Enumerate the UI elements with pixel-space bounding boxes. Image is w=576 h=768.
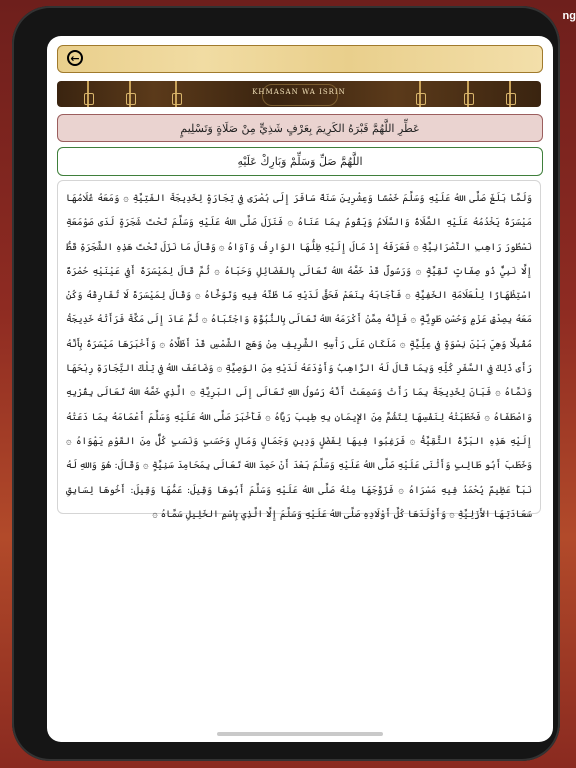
header-verse: عَطِّرِ اللَّهُمَّ قَبْرَهُ الكَرِيمَ بِعَرْفٍ شَذِيٍّ مِنْ صَلَاةٍ وَتَسْلِيمٍ — [57, 114, 543, 142]
chapter-title: KHMASAN WA ISRIN — [252, 88, 346, 96]
top-toolbar — [57, 45, 543, 73]
app-screen — [47, 36, 553, 742]
chapter-banner — [57, 81, 541, 107]
salawat-line: اللَّهُمَّ صَلِّ وَسَلِّمْ وَبَارِكْ عَلَيْهِ — [57, 147, 543, 176]
back-arrow-icon[interactable]: ← — [67, 50, 83, 66]
chapter-body-text: وَلَمَّا بَلَغَ صَلَّى اللهُ عَلَيْهِ وَسَلَّمَ خَمْسًا وَعِشْرِينَ سَنَةً سَافَرَ إِلَى بُصْرَى فِي تِجَارَةٍ لِخَدِيجَةَ الفَتِيَّةِ ۞ وَمَعَهُ غُلَامُهَا مَيْسَرَةُ يَخْدُمُهُ عَلَيْهِ الصَّلَاةُ وَالسَّلَامُ وَيَقُومُ بِمَا عَنَاهُ ۞ فَنَزَلَ صَلَّى اللهُ عَلَيْهِ وَسَلَّمَ تَحْتَ شَجَرَةٍ لَدَى صَوْمَعَةِ نَسْطُورَ رَاهِبِ النَّصْرَانِيَّةِ ۞ فَعَرَفَهُ إِذْ مَالَ إِلَيْهِ ظِلُّهَا الوَارِفُ وَآوَاهُ ۞ وَقَالَ مَا نَزَلَ تَحْتَ هَذِهِ الشَّجَرَةِ قَطُّ إِلَّا نَبِيٌّ ذُو صِفَاتٍ تَقِيَّةٍ ۞ وَرَسُولٌ قَدْ خَصَّهُ اللهُ تَعَالَى بِالفَضَائِلِ وَحَبَاهُ ۞ ثُمَّ قَالَ لِمَيْسَرَةَ أَفِي عَيْنَيْهِ حُمْرَةٌ اسْتِظْهَارًا لِلْعَلَامَةِ الخَفِيَّةِ ۞ فَأَجَابَهُ بِنَعَمْ فَحَقَّ لَدَيْهِ مَا ظَنَّهُ فِيهِ وَتَوَخَّاهُ ۞ وَقَالَ لِمَيْسَرَةَ لَا تُفَارِقْهُ وَكُنْ مَعَهُ بِصِدْقِ عَزْمٍ وَحُسْنِ طَوِيَّةٍ ۞ فَإِنَّهُ مِمَّنْ أَكْرَمَهُ اللهُ تَعَالَى بِالنُّبُوَّةِ وَاجْتَبَاهُ ۞ ثُمَّ عَادَ إِلَى مَكَّةَ فَرَأَتْهُ خَدِيجَةُ مُقْبِلًا وَهِيَ بَيْنَ نِسْوَةٍ فِي عِلِّيَّةٍ ۞ مَلَكَانِ عَلَى رَأْسِهِ الشَّرِيفِ مِنْ وَهَجِ الشَّمْسِ قَدْ أَظَلَّاهُ ۞ وَأَخْبَرَهَا مَيْسَرَةُ بِأَنَّهُ رَأَى ذَلِكَ فِي السَّفَرِ كُلِّهِ وَبِمَا قَالَ لَهُ الرَّاهِبُ وَأَوْدَعَهُ لَدَيْهِ مِنَ الوَصِيَّةِ ۞ وَضَاعَفَ اللهُ فِي تِلْكَ التِّجَارَةِ رِبْحَهَا وَنَمَّاهُ ۞ فَبَانَ لِخَدِيجَةَ بِمَا رَأَتْ وَسَمِعَتْ أَنَّهُ رَسُولُ اللهِ تَعَالَى إِلَى البَرِيَّةِ ۞ الَّذِي خَصَّهُ اللهُ تَعَالَى بِقُرْبِهِ وَاصْطَفَاهُ ۞ فَخَطَبَتْهُ لِنَفْسِهَا لِتَشُمَّ مِنَ الإِيمَانِ بِهِ طِيبَ رَيَّاهُ ۞ فَأَخْبَرَ صَلَّى اللهُ عَلَيْهِ وَسَلَّمَ أَعْمَامَهُ بِمَا دَعَتْهُ إِلَيْهِ هَذِهِ البَرَّةُ التَّقِيَّةُ ۞ فَرَغِبُوا فِيهَا لِفَضْلٍ وَدِينٍ وَجَمَالٍ وَمَالٍ وَحَسَبٍ وَنَسَبٍ كُلٌّ مِنَ القَوْمِ يَهْوَاهُ ۞ وَخَطَبَ أَبُو طَالِبٍ وَأَثْنَى عَلَيْهِ صَلَّى اللهُ عَلَيْهِ وَسَلَّمَ بَعْدَ أَنْ حَمِدَ اللهَ تَعَالَى بِمَحَامِدَ سَنِيَّةٍ ۞ وَقَالَ: هُوَ وَاللهِ لَهُ نَبَأٌ عَظِيمٌ يُحْمَدُ فِيهِ مَسْرَاهُ ۞ فَزَوَّجَهَا مِنْهُ صَلَّى اللهُ عَلَيْهِ وَسَلَّمَ أَبُوهَا وَقِيلَ: عَمُّهَا وَقِيلَ: أَخُوهَا لِسَابِقِ سَعَادَتِهَا الأَزَلِيَّةِ ۞ وَأَوْلَدَهَا كُلَّ أَوْلَادِهِ صَلَّى اللهُ عَلَيْهِ وَسَلَّمَ إِلَّا الَّذِي بِاسْمِ الخَلِيلِ سَمَّاهُ ۞ — [57, 180, 541, 514]
brand-text: ng — [562, 10, 576, 22]
tablet-frame — [12, 6, 560, 761]
home-indicator[interactable] — [217, 732, 383, 736]
